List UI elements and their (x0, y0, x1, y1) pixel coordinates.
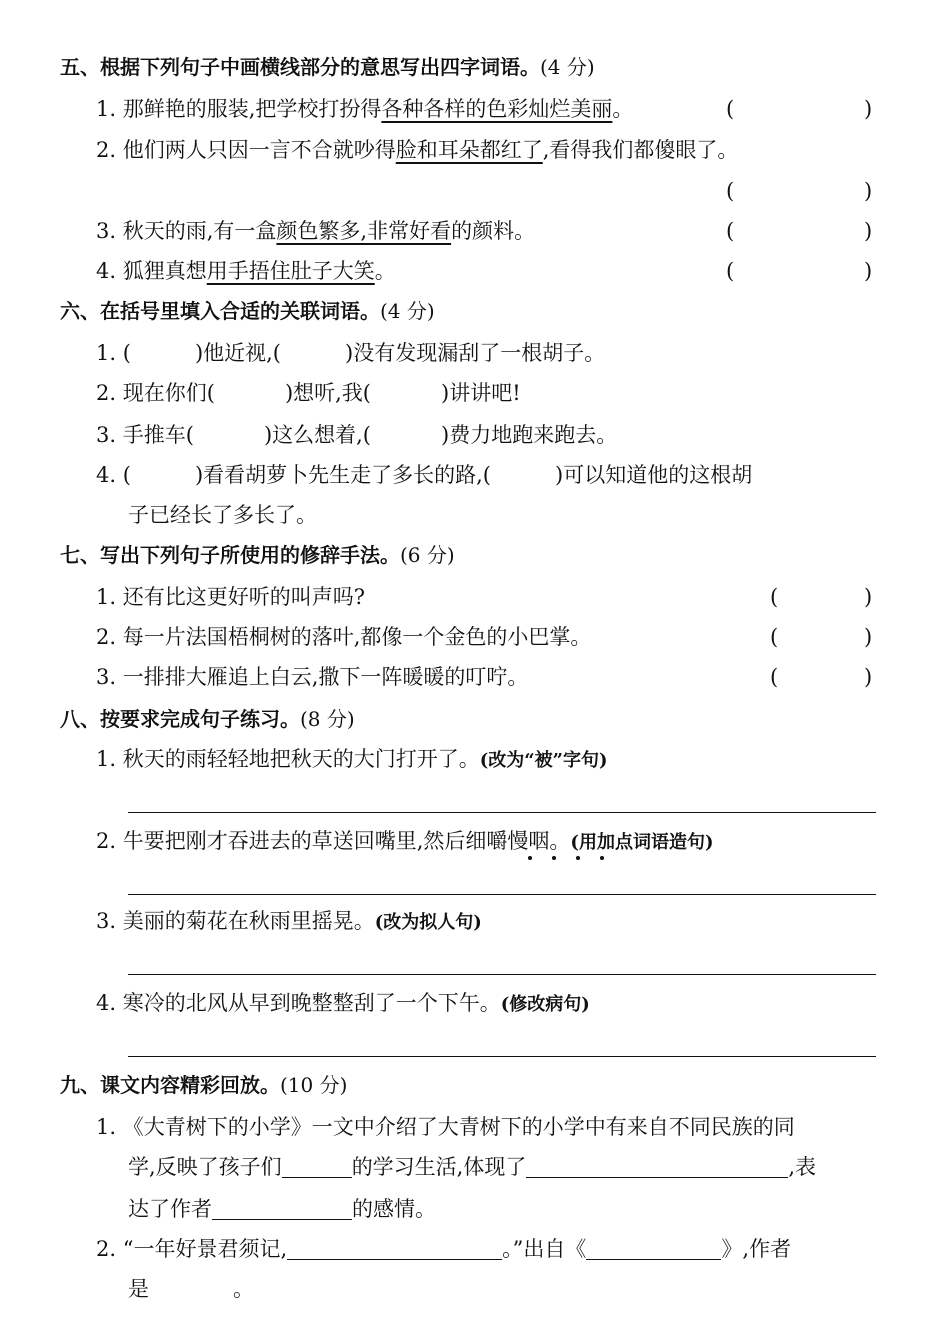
s8-question-1 (96, 744, 607, 776)
s9-question-2 (96, 1234, 791, 1264)
question-number: 1. (96, 747, 117, 771)
underlined-phrase: 用手捂住肚子大笑 (206, 259, 375, 283)
instruction-note: (修改病句) (500, 994, 590, 1015)
section-9-title-text: 九、课文内容精彩回放。 (60, 1073, 280, 1097)
section-8-title-text: 八、按要求完成句子练习。 (60, 707, 300, 731)
sentence-text: )他近视,( (194, 341, 281, 365)
s5q3-answer-close-paren: ) (864, 219, 873, 243)
question-number: 4. (96, 991, 117, 1015)
section-7-title (60, 540, 455, 570)
sentence-text: 狐狸真想 (122, 259, 207, 283)
s7q2-answer-close-paren: ) (864, 625, 873, 649)
sentence-text: )没有发现漏刮了一根胡子。 (345, 341, 606, 365)
section-7-score: (6 分) (400, 543, 455, 567)
sentence-text: 牛要把刚才吞进去的草送回嘴里,然后细嚼慢咽。 (122, 829, 571, 853)
sentence-text: 的颜料。 (451, 219, 536, 243)
s5q2-answer-close-paren: ) (864, 179, 873, 203)
s8q4-answer-line[interactable] (128, 1056, 876, 1057)
s5-question-3 (96, 216, 535, 246)
question-number: 3. (96, 665, 117, 689)
section-8-score: (8 分) (300, 707, 355, 731)
question-number: 4. (96, 463, 117, 487)
s5-question-4 (96, 256, 396, 286)
s5q1-answer-open-paren: ( (726, 97, 735, 121)
sentence-text: )看看胡萝卜先生走了多长的路,( (194, 463, 491, 487)
fill-blank[interactable] (526, 1155, 788, 1178)
sentence-text: ,表 (788, 1155, 817, 1179)
s9-question-1-line-3 (128, 1194, 436, 1224)
section-6-title (60, 296, 435, 326)
sentence-text: 学,反映了孩子们 (128, 1155, 282, 1179)
section-5-title (60, 52, 595, 82)
sentence-text: 秋天的雨轻轻地把秋天的大门打开了。 (122, 747, 480, 771)
question-number: 2. (96, 1237, 117, 1261)
emphasis-dot (528, 856, 532, 860)
sentence-text: 。 (374, 259, 396, 283)
question-number: 4. (96, 259, 117, 283)
s7q1-answer-close-paren: ) (864, 585, 873, 609)
sentence-text: )想听,我( (284, 381, 371, 405)
fill-blank[interactable] (212, 1197, 352, 1220)
s8q1-answer-line[interactable] (128, 812, 876, 813)
s5-question-1 (96, 94, 633, 124)
s8-question-4 (96, 988, 590, 1020)
s7q3-answer-close-paren: ) (864, 665, 873, 689)
sentence-text: 《大青树下的小学》一文中介绍了大青树下的小学中有来自不同民族的同 (122, 1115, 795, 1139)
s6-question-2 (96, 378, 521, 408)
question-number: 3. (96, 219, 117, 243)
s7-question-1 (96, 582, 365, 612)
sentence-text: “一年好景君须记, (122, 1237, 288, 1261)
s5q4-answer-close-paren: ) (864, 259, 873, 283)
s9-question-1-line-2 (128, 1152, 816, 1182)
instruction-note: (改为拟人句) (374, 912, 482, 933)
s7q1-answer-open-paren: ( (770, 585, 779, 609)
fill-blank[interactable] (586, 1237, 721, 1260)
question-number: 2. (96, 625, 117, 649)
question-number: 1. (96, 341, 117, 365)
instruction-note: (用加点词语造句) (570, 832, 714, 853)
question-number: 1. (96, 1115, 117, 1139)
sentence-text: 寒冷的北风从早到晚整整刮了一个下午。 (122, 991, 501, 1015)
s7q3-answer-open-paren: ( (770, 665, 779, 689)
sentence-text: ,看得我们都傻眼了。 (542, 138, 739, 162)
s6-question-3 (96, 420, 617, 450)
emphasis-dot (552, 856, 556, 860)
s5q2-answer-open-paren: ( (726, 179, 735, 203)
sentence-text: 的感情。 (352, 1197, 436, 1221)
instruction-note: (改为“被”字句) (479, 750, 608, 771)
question-number: 2. (96, 138, 117, 162)
section-7-title-text: 七、写出下列句子所使用的修辞手法。 (60, 543, 400, 567)
s5q1-answer-close-paren: ) (864, 97, 873, 121)
question-number: 2. (96, 829, 117, 853)
section-5-score: (4 分) (540, 55, 595, 79)
sentence-text: 美丽的菊花在秋雨里摇晃。 (122, 909, 375, 933)
underlined-phrase: 颜色繁多,非常好看 (276, 219, 452, 243)
s8q2-answer-line[interactable] (128, 894, 876, 895)
question-number: 1. (96, 585, 117, 609)
s8-question-2 (96, 826, 713, 858)
s8-question-3 (96, 906, 482, 938)
section-9-title (60, 1070, 347, 1100)
sentence-text: 秋天的雨,有一盒 (122, 219, 277, 243)
sentence-text: 的学习生活,体现了 (351, 1155, 527, 1179)
sentence-text: ( (122, 341, 131, 365)
underlined-phrase: 各种各样的色彩灿烂美丽 (381, 97, 613, 121)
sentence-text: ( (122, 463, 131, 487)
s6-question-4 (96, 460, 752, 490)
s7-question-2 (96, 622, 591, 652)
s5q3-answer-open-paren: ( (726, 219, 735, 243)
sentence-text: 是 (128, 1277, 149, 1301)
section-5-title-text: 五、根据下列句子中画横线部分的意思写出四字词语。 (60, 55, 540, 79)
s6-question-4-line-2: 子已经长了多长了。 (128, 503, 317, 527)
question-number: 3. (96, 909, 117, 933)
emphasis-dot (600, 856, 604, 860)
s9-question-2-line-2 (128, 1274, 254, 1304)
question-number: 2. (96, 381, 117, 405)
fill-blank[interactable] (287, 1237, 502, 1260)
section-6-title-text: 六、在括号里填入合适的关联词语。 (60, 299, 380, 323)
section-6-score: (4 分) (380, 299, 435, 323)
sentence-text: )这么想着,( (263, 423, 371, 447)
question-number: 3. (96, 423, 117, 447)
sentence-text: 。 (233, 1277, 254, 1301)
sentence-text: )可以知道他的这根胡 (555, 463, 753, 487)
sentence-text: 达了作者 (128, 1197, 212, 1221)
fill-blank[interactable] (282, 1155, 352, 1178)
s5-question-2 (96, 135, 738, 165)
sentence-text: 现在你们( (122, 381, 215, 405)
section-8-title (60, 704, 355, 734)
emphasis-dot (576, 856, 580, 860)
s6-question-1 (96, 338, 605, 368)
sentence-text: 每一片法国梧桐树的落叶,都像一个金色的小巴掌。 (122, 625, 592, 649)
s7q2-answer-open-paren: ( (770, 625, 779, 649)
sentence-text: 还有比这更好听的叫声吗? (122, 585, 365, 609)
s9-question-1 (96, 1112, 795, 1142)
underlined-phrase: 脸和耳朵都红了 (395, 138, 543, 162)
sentence-text: )费力地跑来跑去。 (441, 423, 618, 447)
sentence-text: 》,作者 (721, 1237, 792, 1261)
section-9-score: (10 分) (280, 1073, 348, 1097)
sentence-text: )讲讲吧! (441, 381, 521, 405)
sentence-text: 他们两人只因一言不合就吵得 (122, 138, 396, 162)
sentence-text: 那鲜艳的服装,把学校打扮得 (122, 97, 382, 121)
s8q3-answer-line[interactable] (128, 974, 876, 975)
s5q4-answer-open-paren: ( (726, 259, 735, 283)
question-number: 1. (96, 97, 117, 121)
sentence-text: 手推车( (122, 423, 194, 447)
sentence-text: 。 (612, 97, 634, 121)
s7-question-3 (96, 662, 528, 692)
sentence-text: 一排排大雁追上白云,撒下一阵暖暖的叮咛。 (122, 665, 529, 689)
sentence-text: 。”出自《 (502, 1237, 587, 1261)
